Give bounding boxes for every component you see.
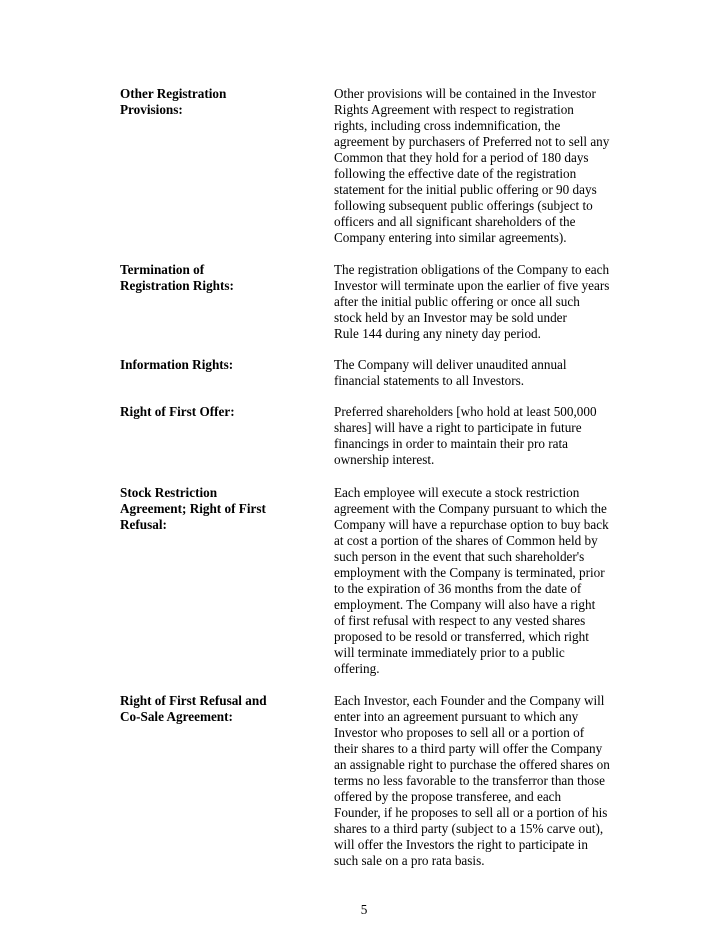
- page-number: 5: [360, 902, 368, 917]
- section-label: [120, 404, 320, 420]
- text-line: proposed to be resold or transferred, which right: [334, 629, 589, 644]
- text-line: to the expiration of 36 months from the date of: [334, 581, 582, 596]
- text-line: ownership interest.: [334, 452, 435, 467]
- text-line: Rights Agreement with respect to registration: [334, 102, 574, 117]
- label-line: Termination of: [120, 262, 205, 277]
- text-line: Each Investor, each Founder and the Company will: [334, 693, 605, 708]
- text-line: their shares to a third party will offer the Company: [334, 741, 603, 756]
- text-line: will terminate immediately prior to a public: [334, 645, 565, 660]
- text-line: following subsequent public offerings (subject to: [334, 198, 593, 213]
- section-text: [334, 262, 644, 342]
- section-text: [334, 485, 644, 677]
- text-line: Common that they hold for a period of 180 days: [334, 150, 589, 165]
- section-text: [334, 357, 644, 389]
- text-line: financings in order to maintain their pro rata: [334, 436, 569, 451]
- text-line: Founder, if he proposes to sell all or a portion of his: [334, 805, 608, 820]
- text-line: will offer the Investors the right to participate in: [334, 837, 588, 852]
- text-line: terms no less favorable to the transferror than those: [334, 773, 605, 788]
- section-label: [120, 262, 320, 294]
- label-line: Right of First Refusal and: [120, 693, 267, 708]
- section-text: [334, 404, 644, 468]
- label-line: Information Rights:: [120, 357, 234, 372]
- text-line: such person in the event that such shareholder's: [334, 549, 585, 564]
- text-line: The registration obligations of the Company to each: [334, 262, 610, 277]
- text-line: stock held by an Investor may be sold under: [334, 310, 567, 325]
- text-line: Each employee will execute a stock restriction: [334, 485, 580, 500]
- text-line: agreement with the Company pursuant to which the: [334, 501, 607, 516]
- text-line: an assignable right to purchase the offered shares on: [334, 757, 610, 772]
- text-line: offered by the propose transferee, and each: [334, 789, 562, 804]
- text-line: statement for the initial public offering or 90 days: [334, 182, 597, 197]
- section-text: [334, 86, 644, 246]
- text-line: shares to a third party (subject to a 15% carve out),: [334, 821, 604, 836]
- label-line: Other Registration: [120, 86, 227, 101]
- section-label: [120, 485, 320, 533]
- text-line: employment. The Company will also have a right: [334, 597, 596, 612]
- text-line: Rule 144 during any ninety day period.: [334, 326, 541, 341]
- label-line: Refusal:: [120, 517, 167, 532]
- text-line: Preferred shareholders [who hold at least 500,000: [334, 404, 597, 419]
- text-line: Company will have a repurchase option to buy back: [334, 517, 609, 532]
- label-line: Right of First Offer:: [120, 404, 235, 419]
- text-line: at cost a portion of the shares of Common held by: [334, 533, 598, 548]
- text-line: The Company will deliver unaudited annual: [334, 357, 567, 372]
- text-line: following the effective date of the registration: [334, 166, 577, 181]
- text-line: officers and all significant shareholders of the: [334, 214, 576, 229]
- label-line: Co-Sale Agreement:: [120, 709, 233, 724]
- label-line: Stock Restriction: [120, 485, 218, 500]
- section-label: [120, 357, 320, 373]
- text-line: financial statements to all Investors.: [334, 373, 525, 388]
- section-label: [120, 693, 320, 725]
- label-line: Registration Rights:: [120, 278, 234, 293]
- text-line: Investor who proposes to sell all or a portion of: [334, 725, 585, 740]
- text-line: offering.: [334, 661, 380, 676]
- section-text: [334, 693, 644, 869]
- text-line: such sale on a pro rata basis.: [334, 853, 485, 868]
- text-line: after the initial public offering or once all such: [334, 294, 580, 309]
- text-line: Investor will terminate upon the earlier of five years: [334, 278, 610, 293]
- text-line: Other provisions will be contained in the Investor: [334, 86, 596, 101]
- text-line: shares] will have a right to participate in future: [334, 420, 582, 435]
- text-line: Company entering into similar agreements).: [334, 230, 567, 245]
- text-line: enter into an agreement pursuant to which any: [334, 709, 579, 724]
- label-line: Provisions:: [120, 102, 183, 117]
- text-line: of first refusal with respect to any vested shares: [334, 613, 586, 628]
- text-line: rights, including cross indemnification, the: [334, 118, 561, 133]
- section-label: [120, 86, 320, 118]
- label-line: Agreement; Right of First: [120, 501, 266, 516]
- text-line: agreement by purchasers of Preferred not to sell any: [334, 134, 610, 149]
- text-line: employment with the Company is terminated, prior: [334, 565, 605, 580]
